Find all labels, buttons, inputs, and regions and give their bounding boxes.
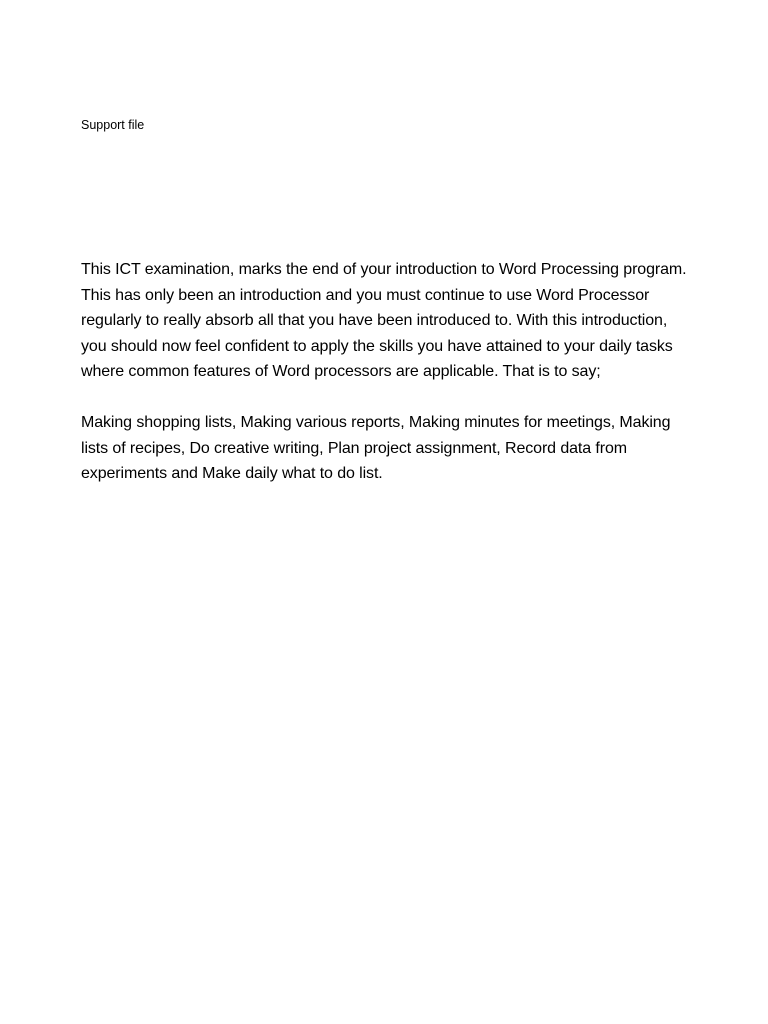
document-body	[81, 257, 693, 487]
uses-paragraph: Making shopping lists, Making various reports, Making minutes for meetings, Making lists of recipes, Do creative writing, Plan project assignment, Record data from experiments and Make daily what to do list.	[81, 414, 671, 482]
intro-paragraph: This ICT examination, marks the end of your introduction to Word Processing program. This has only been an introduction and you must continue to use Word Processor regularly to really absorb all that you have been introduced to. With this introduction, you should now feel confident to apply the skills you have attained to your daily tasks where common features of Word processors are applicable. That is to say;	[81, 261, 687, 380]
document-header: Support file	[81, 118, 145, 132]
